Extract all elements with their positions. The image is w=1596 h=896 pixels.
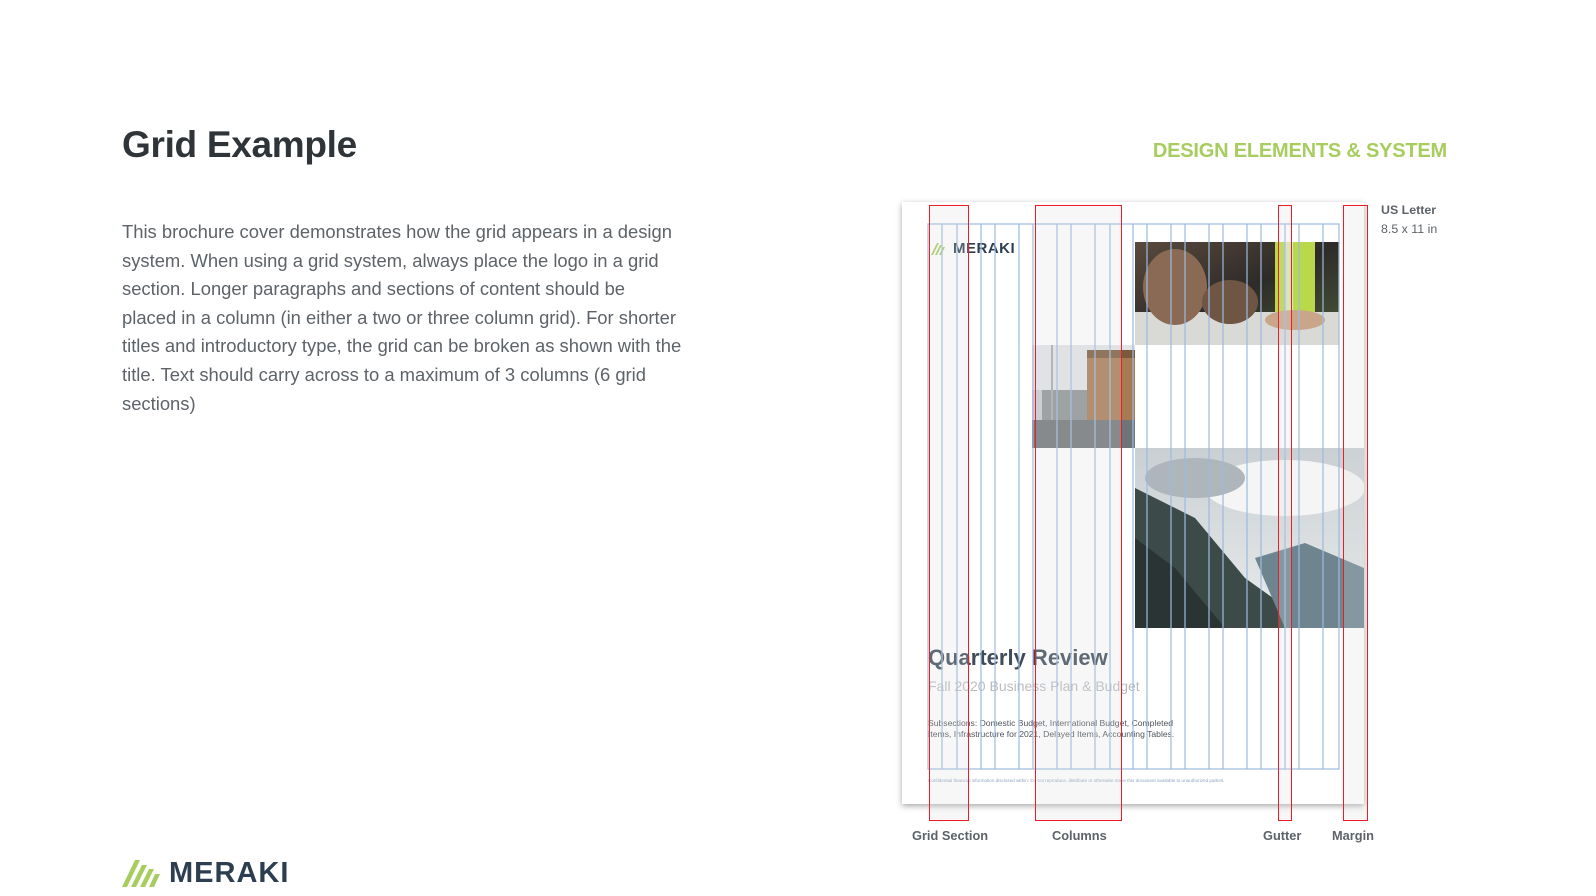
paper-size-note — [1381, 201, 1437, 239]
section-label: DESIGN ELEMENTS & SYSTEM — [1152, 140, 1447, 162]
brochure-footer-note: Confidential financial information disclosed within. Do not reproduce, distribute or otherwise make this document available to unauthorized parties. — [928, 778, 1225, 783]
paper-size-name: US Letter — [1381, 203, 1437, 217]
description-paragraph: This brochure cover demonstrates how the grid appears in a design system. When using a grid system, always place the logo in a grid section. Longer paragraphs and sections of content should be placed in a column (in either a two or three column grid). For shorter titles and introductory type, the grid can be broken as shown with the title. Text should carry across to a maximum of 3 columns (6 grid sections) — [122, 221, 682, 414]
columns-label: Columns — [1052, 828, 1107, 843]
page-title: Grid Example — [122, 124, 357, 165]
photo-hands-image — [1135, 242, 1339, 345]
brochure-subsections: Subsections: Domestic Budget, International Budget, Completed Items, Infrastructure for 2021, Delayed Items, Accounting Tables. — [928, 718, 1175, 739]
margin-label: Margin — [1332, 828, 1374, 843]
gutter-label: Gutter — [1263, 828, 1302, 843]
gutter-highlight — [1278, 205, 1292, 821]
margin-highlight — [1343, 205, 1368, 821]
meraki-chevron-mark-icon — [122, 860, 160, 887]
brochure-heading: Quarterly Review — [928, 645, 1108, 670]
grid-section-label: Grid Section — [912, 828, 989, 843]
columns-highlight — [1035, 205, 1122, 821]
brochure-subheading: Fall 2020 Business Plan & Budget — [928, 678, 1140, 694]
photo-mountain-image — [1135, 448, 1364, 628]
grid-section-highlight — [929, 205, 969, 821]
paper-size-dimensions: 8.5 x 11 in — [1381, 222, 1438, 236]
brochure-cover — [902, 202, 1364, 804]
brand-logo-text: MERAKI — [169, 857, 290, 889]
brand-logo — [122, 857, 289, 890]
brochure-logo-text: MERAKI — [953, 240, 1016, 257]
